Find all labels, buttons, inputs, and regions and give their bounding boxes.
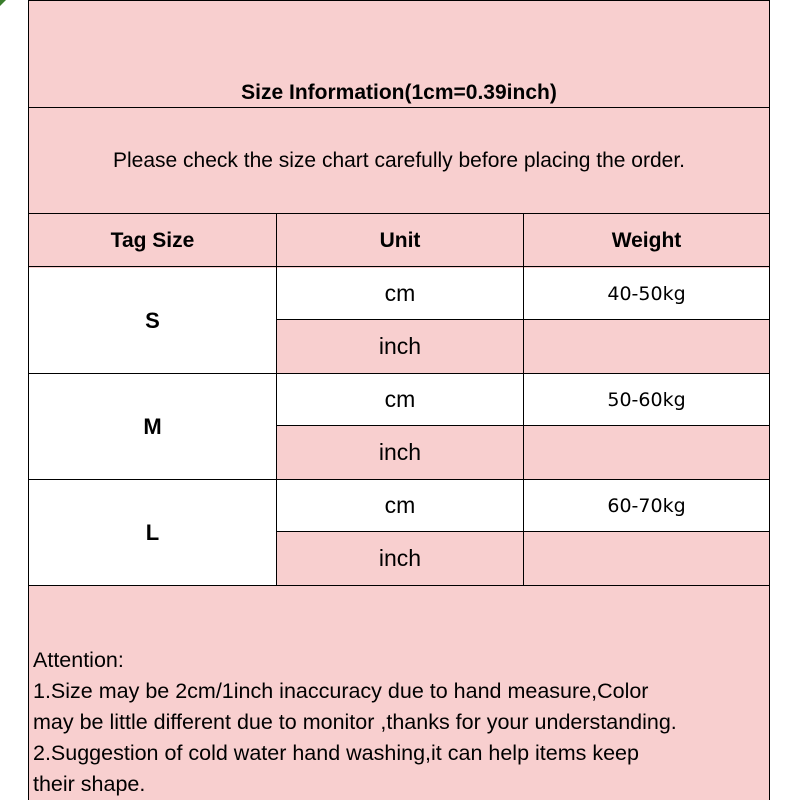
page-title: Size Information(1cm=0.39inch) [241, 81, 557, 104]
attention-line-3: 2.Suggestion of cold water hand washing,it can help items keep [33, 741, 639, 765]
rule-notice [28, 213, 770, 214]
unit-s-cm: cm [384, 280, 416, 306]
attention-line-4: their shape. [33, 772, 146, 796]
header-weight: Weight [611, 229, 682, 252]
unit-m-cm: cm [384, 386, 416, 412]
border-top [28, 0, 770, 1]
attention-notes [33, 645, 768, 800]
weight-s: 40-50kg [607, 282, 686, 305]
size-chart-notice: Please check the size chart carefully before placing the order. [113, 149, 685, 172]
unit-m-inch: inch [378, 439, 422, 465]
rule-header [28, 266, 770, 267]
rule-table-end [28, 585, 770, 586]
attention-line-2: may be little different due to monitor ,thanks for your understanding. [33, 710, 677, 734]
attention-line-1: 1.Size may be 2cm/1inch inaccuracy due to hand measure,Color [33, 679, 649, 703]
size-s: S [145, 307, 160, 333]
unit-l-inch: inch [378, 545, 422, 571]
unit-s-inch: inch [378, 333, 422, 359]
corner-mark [0, 0, 6, 6]
weight-m: 50-60kg [607, 388, 686, 411]
header-tag-size: Tag Size [110, 229, 195, 252]
weight-l: 60-70kg [607, 494, 686, 517]
size-m: M [143, 413, 162, 439]
attention-heading: Attention: [33, 648, 124, 672]
size-l: L [145, 519, 160, 545]
unit-l-cm: cm [384, 492, 416, 518]
header-unit: Unit [379, 229, 421, 252]
border-right [769, 0, 770, 800]
